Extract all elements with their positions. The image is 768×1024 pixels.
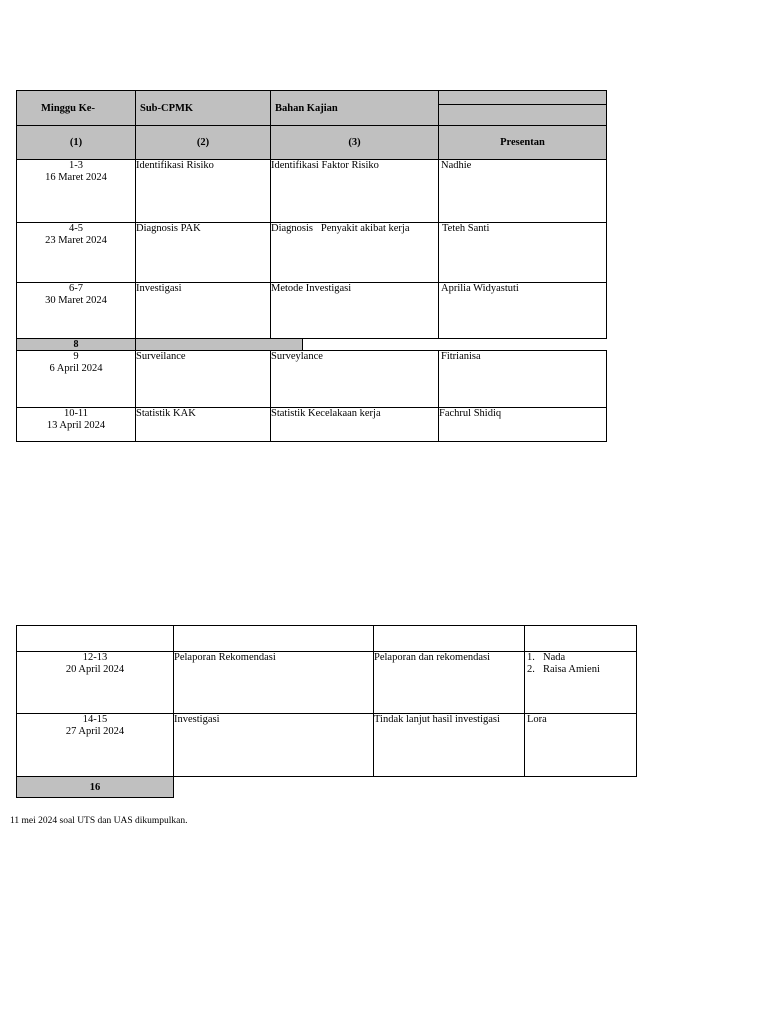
header-col-3 <box>270 125 439 160</box>
row-1-week: 1-3 <box>69 160 83 171</box>
presenter-2-name: Raisa Amieni <box>543 664 600 675</box>
table-row-4-week-cell <box>16 350 136 408</box>
row-4-date: 6 April 2024 <box>49 363 103 374</box>
table2-row-2-sub <box>173 713 374 777</box>
table2-row-2-sub-text: Investigasi <box>174 714 220 725</box>
row-5-sub-text: Statistik KAK <box>136 408 196 419</box>
table2-header-col-3 <box>373 625 525 652</box>
table-row-2-presenter <box>438 222 607 283</box>
table2-row-1-bahan-text: Pelaporan dan rekomendasi <box>374 652 491 663</box>
header-minggu-label: Minggu Ke- <box>41 102 95 114</box>
header-presentan <box>438 125 607 160</box>
table-row-2-sub <box>135 222 271 283</box>
week-16-row <box>16 776 174 798</box>
row-2-week: 4-5 <box>69 223 83 234</box>
table2-header-col-2 <box>173 625 374 652</box>
row-1-week-text <box>17 160 135 184</box>
row-4-week-text <box>17 351 135 375</box>
table-row-4-sub <box>135 350 271 408</box>
table2-row-2-week-text <box>17 714 173 738</box>
table-row-1-presenter <box>438 159 607 223</box>
row-5-week-text <box>17 408 135 432</box>
header-col-1-label: (1) <box>69 137 83 148</box>
row-3-week-text <box>17 283 135 307</box>
table2-row-2-bahan-text: Tindak lanjut hasil investigasi <box>374 714 500 725</box>
row-1-presenter-text: Nadhie <box>441 160 472 171</box>
row-5-bahan-text: Statistik Kecelakaan kerja <box>271 408 381 419</box>
week-16-label: 16 <box>89 781 101 793</box>
row-3-date: 30 Maret 2024 <box>45 295 107 306</box>
row-3-bahan-text: Metode Investigasi <box>271 283 352 294</box>
row-1-sub-text: Identifikasi Risiko <box>136 160 214 171</box>
table-row-1-bahan <box>270 159 439 223</box>
header-blank-top <box>438 90 607 105</box>
table2-row-2-date: 27 April 2024 <box>65 726 125 737</box>
table-row-4-presenter <box>438 350 607 408</box>
row-2-week-text <box>17 223 135 247</box>
row-3-sub-text: Investigasi <box>136 283 182 294</box>
table-row-5-sub <box>135 407 271 442</box>
header-sub-cpmk-label: Sub-CPMK <box>140 102 194 114</box>
submission-note: 11 mei 2024 soal UTS dan UAS dikumpulkan. <box>10 816 188 826</box>
header-bahan-label: Bahan Kajian <box>275 102 338 114</box>
row-4-bahan-text: Surveylance <box>271 351 323 362</box>
table2-row-1-date: 20 April 2024 <box>65 664 125 675</box>
presenter-list <box>527 652 600 676</box>
table2-row-1-week-text <box>17 652 173 676</box>
table-row-2-bahan <box>270 222 439 283</box>
table2-row-1-week-cell <box>16 651 174 714</box>
row-2-presenter-text: Teteh Santi <box>442 223 490 234</box>
table2-row-1-week: 12-13 <box>82 652 108 663</box>
table-row-1-week-cell <box>16 159 136 223</box>
table2-row-1-bahan <box>373 651 525 714</box>
header-col-2 <box>135 125 271 160</box>
header-col-1 <box>16 125 136 160</box>
table2-row-1-sub-text: Pelaporan Rekomendasi <box>174 652 276 663</box>
table2-row-2-presenter-text: Lora <box>527 714 547 725</box>
table-row-3-presenter <box>438 282 607 339</box>
row-2-date: 23 Maret 2024 <box>45 235 107 246</box>
row-4-sub-text: Surveilance <box>136 351 186 362</box>
header-presentan-label: Presentan <box>500 137 545 148</box>
table-row-5-week-cell <box>16 407 136 442</box>
table-row-4-bahan <box>270 350 439 408</box>
row-4-presenter-text: Fitrianisa <box>441 351 481 362</box>
table-row-3-sub <box>135 282 271 339</box>
week-8-label: 8 <box>73 339 79 350</box>
row-4-week: 9 <box>73 351 79 362</box>
table2-row-2-week-cell <box>16 713 174 777</box>
table-row-1-sub <box>135 159 271 223</box>
table-row-5-bahan <box>270 407 439 442</box>
table-row-2-week-cell <box>16 222 136 283</box>
row-2-sub-text: Diagnosis PAK <box>136 223 201 234</box>
header-col-2-label: (2) <box>196 137 210 148</box>
table2-row-2-bahan <box>373 713 525 777</box>
list-item <box>527 652 600 664</box>
table-row-3-bahan <box>270 282 439 339</box>
table2-row-1-sub <box>173 651 374 714</box>
table2-row-1-presenters <box>524 651 637 714</box>
header-sub-cpmk <box>135 90 271 126</box>
header-col-3-label: (3) <box>348 137 361 148</box>
table2-header-col-1 <box>16 625 174 652</box>
presenter-1-num: 1. <box>527 652 535 663</box>
header-blank-bottom <box>438 104 607 126</box>
row-5-week: 10-11 <box>63 408 89 419</box>
presenter-2-num: 2. <box>527 664 535 675</box>
table-row-3-week-cell <box>16 282 136 339</box>
list-item <box>527 664 600 676</box>
row-1-date: 16 Maret 2024 <box>45 172 107 183</box>
row-2-bahan-text: Diagnosis Penyakit akibat kerja <box>271 223 410 234</box>
table2-row-2-week: 14-15 <box>82 714 108 725</box>
header-bahan-kajian <box>270 90 439 126</box>
row-5-presenter-text: Fachrul Shidiq <box>439 408 502 419</box>
header-minggu <box>16 90 136 126</box>
row-3-week: 6-7 <box>69 283 83 294</box>
row-1-bahan-text: Identifikasi Faktor Risiko <box>271 160 379 171</box>
row-5-date: 13 April 2024 <box>46 420 106 431</box>
table2-row-2-presenter <box>524 713 637 777</box>
table-row-5-presenter <box>438 407 607 442</box>
row-3-presenter-text: Aprilia Widyastuti <box>441 283 519 294</box>
table2-header-col-4 <box>524 625 637 652</box>
presenter-1-name: Nada <box>543 652 566 663</box>
